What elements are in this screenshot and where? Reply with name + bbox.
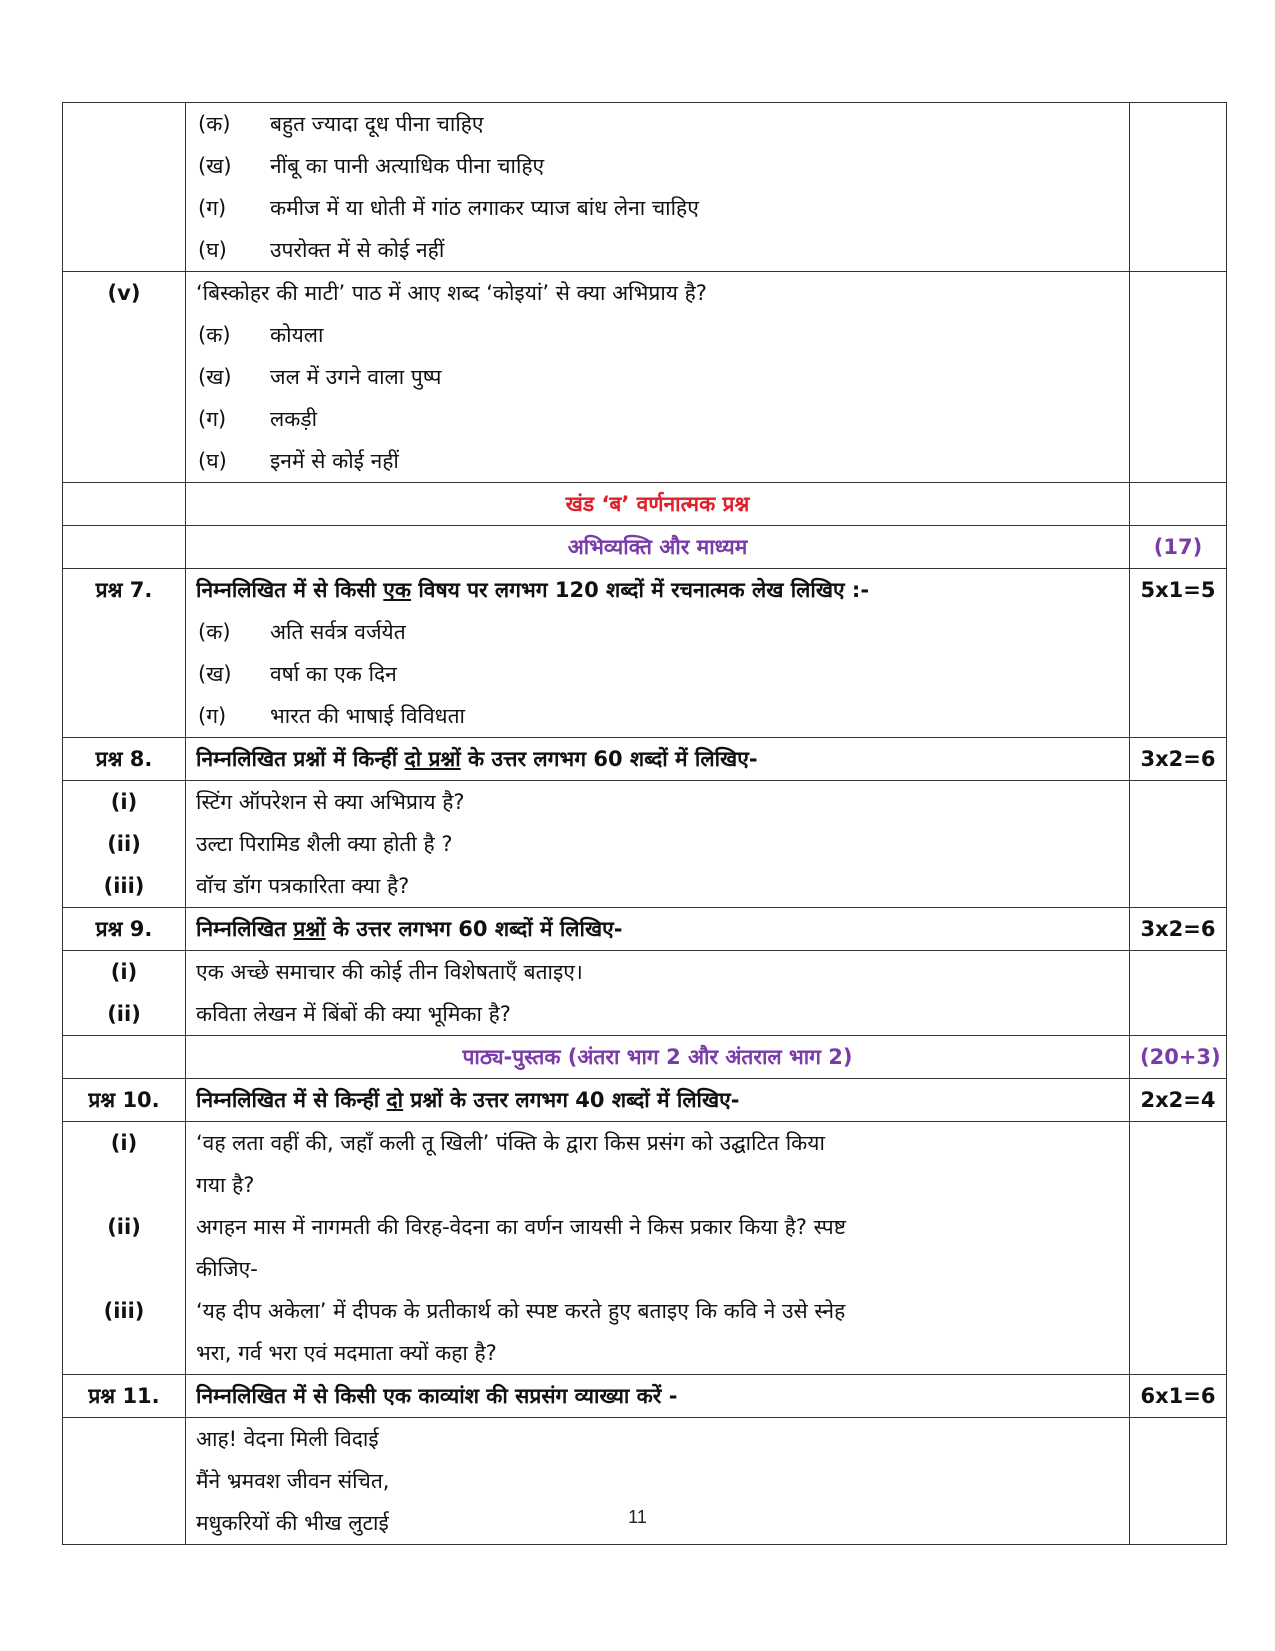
list-item: वॉच डॉग पत्रकारिता क्या है? — [196, 874, 410, 898]
list-item-cont: गया है? — [196, 1173, 255, 1197]
question-cell — [186, 738, 1130, 781]
pathya-marks: (20+3) — [1130, 1036, 1227, 1079]
question-marks: 2x2=4 — [1130, 1079, 1227, 1122]
marks-cell — [1130, 272, 1227, 483]
question-instruction: निम्नलिखित प्रश्नों के उत्तर लगभग 60 शब्दों में लिखिए- — [196, 917, 623, 941]
page-number: 11 — [628, 1507, 647, 1527]
option: (ग) भारत की भाषाई विविधता — [198, 704, 465, 728]
option: (क) अति सर्वत्र वर्जयेत — [198, 620, 406, 644]
question-number: प्रश्न 11. — [63, 1375, 186, 1418]
pathya-row — [63, 1036, 1227, 1079]
poem-line: मधुकरियों की भीख लुटाई — [196, 1511, 389, 1535]
q8-row — [63, 738, 1227, 781]
q11-row — [63, 1375, 1227, 1418]
abhivyakti-marks: (17) — [1130, 526, 1227, 569]
option: (ग) लकड़ी — [198, 407, 318, 431]
marks-cell — [1130, 103, 1227, 272]
option: (ख) जल में उगने वाला पुष्प — [198, 365, 442, 389]
option: (ख) नींबू का पानी अत्याधिक पीना चाहिए — [198, 154, 545, 178]
q8-items-row — [63, 781, 1227, 908]
poem-line: मैंने भ्रमवश जीवन संचित, — [196, 1469, 390, 1493]
item-label: (v) — [63, 272, 186, 483]
pathya-title: पाठ्य-पुस्तक (अंतरा भाग 2 और अंतराल भाग 2) — [186, 1036, 1130, 1079]
list-item: ‘वह लता वहीं की, जहाँ कली तू खिली’ पंक्ति के द्वारा किस प्रसंग को उद्घाटित किया — [196, 1131, 825, 1155]
question-marks: 5x1=5 — [1130, 569, 1227, 738]
option: (क) कोयला — [198, 323, 324, 347]
q9-items-row — [63, 951, 1227, 1036]
list-item: उल्टा पिरामिड शैली क्या होती है ? — [196, 832, 453, 856]
option: (घ) इनमें से कोई नहीं — [198, 449, 399, 473]
options-cell — [186, 103, 1130, 272]
list-item: अगहन मास में नागमती की विरह-वेदना का वर्णन जायसी ने किस प्रकार किया है? स्पष्ट — [196, 1215, 846, 1239]
question-marks: 3x2=6 — [1130, 908, 1227, 951]
q10-row — [63, 1079, 1227, 1122]
abhivyakti-row — [63, 526, 1227, 569]
option: (घ) उपरोक्त में से कोई नहीं — [198, 238, 445, 262]
question-number: प्रश्न 7. — [63, 569, 186, 738]
item-labels: (i) (ii) (iii) — [63, 781, 186, 908]
option: (ग) कमीज में या धोती में गांठ लगाकर प्याज बांध लेना चाहिए — [198, 196, 699, 220]
question-number: प्रश्न 10. — [63, 1079, 186, 1122]
q6-v-row — [63, 272, 1227, 483]
item-labels: (i) (ii) (iii) — [63, 1122, 186, 1375]
option: (क) बहुत ज्यादा दूध पीना चाहिए — [198, 112, 484, 136]
question-cell — [186, 569, 1130, 738]
item-labels: (i) (ii) — [63, 951, 186, 1036]
label-cell — [63, 103, 186, 272]
q10-items-row — [63, 1122, 1227, 1375]
list-item: कविता लेखन में बिंबों की क्या भूमिका है? — [196, 1002, 511, 1026]
question-instruction: निम्नलिखित प्रश्नों में किन्हीं दो प्रश्नों के उत्तर लगभग 60 शब्दों में लिखिए- — [196, 747, 758, 771]
question-paper-table — [62, 102, 1227, 1545]
q7-row — [63, 569, 1227, 738]
list-item: ‘यह दीप अकेला’ में दीपक के प्रतीकार्थ को स्पष्ट करते हुए बताइए कि कवि ने उसे स्नेह — [196, 1299, 846, 1323]
question-instruction: निम्नलिखित में से किसी एक विषय पर लगभग 120 शब्दों में रचनात्मक लेख लिखिए :- — [196, 578, 870, 602]
poem-line: आह! वेदना मिली विदाई — [196, 1427, 379, 1451]
question-instruction: निम्नलिखित में से किन्हीं दो प्रश्नों के उत्तर लगभग 40 शब्दों में लिखिए- — [196, 1088, 740, 1112]
question-marks: 3x2=6 — [1130, 738, 1227, 781]
question-cell — [186, 1079, 1130, 1122]
list-item-cont: भरा, गर्व भरा एवं मदमाता क्यों कहा है? — [196, 1341, 497, 1365]
section-b-row — [63, 483, 1227, 526]
list-item: स्टिंग ऑपरेशन से क्या अभिप्राय है? — [196, 790, 465, 814]
q9-row — [63, 908, 1227, 951]
question-instruction: निम्नलिखित में से किसी एक काव्यांश की सप्रसंग व्याख्या करें - — [196, 1384, 678, 1408]
items-cell — [186, 781, 1130, 908]
question-number: प्रश्न 8. — [63, 738, 186, 781]
list-item-cont: कीजिए- — [196, 1257, 258, 1281]
items-cell — [186, 951, 1130, 1036]
question-cell — [186, 1375, 1130, 1418]
question-cell — [186, 272, 1130, 483]
section-b-title: खंड ‘ब’ वर्णनात्मक प्रश्न — [186, 483, 1130, 526]
list-item: एक अच्छे समाचार की कोई तीन विशेषताएँ बताइए। — [196, 960, 583, 984]
abhivyakti-title: अभिव्यक्ति और माध्यम — [186, 526, 1130, 569]
question-cell — [186, 908, 1130, 951]
items-cell — [186, 1122, 1130, 1375]
option: (ख) वर्षा का एक दिन — [198, 662, 397, 686]
q6-continued-row — [63, 103, 1227, 272]
question-marks: 6x1=6 — [1130, 1375, 1227, 1418]
question-text: ‘बिस्कोहर की माटी’ पाठ में आए शब्द ‘कोइयां’ से क्या अभिप्राय है? — [196, 281, 707, 305]
question-number: प्रश्न 9. — [63, 908, 186, 951]
